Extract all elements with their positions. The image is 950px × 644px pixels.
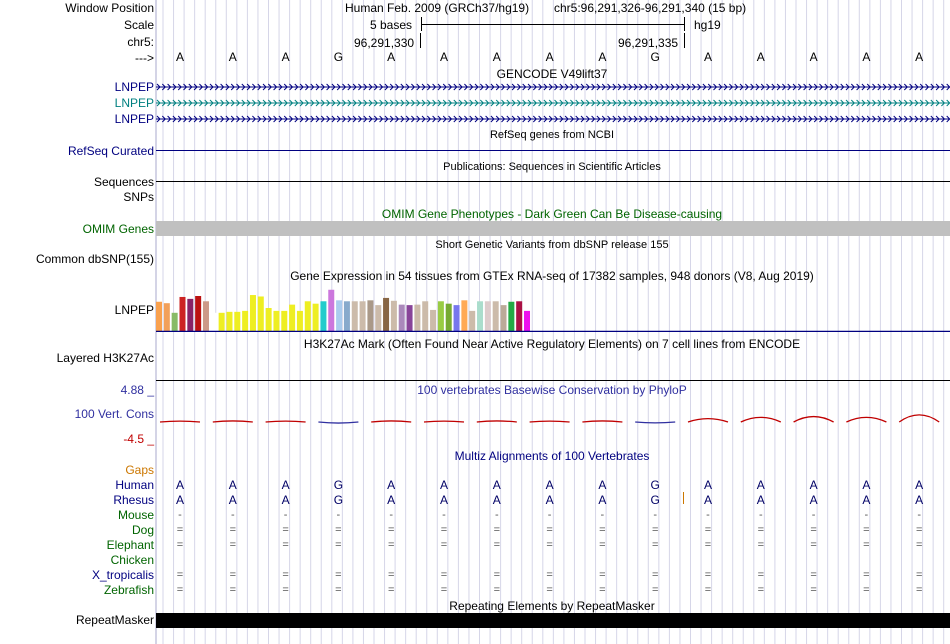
alignment-gap-mark: = — [810, 539, 817, 551]
gtex-tissue-bar[interactable] — [454, 305, 460, 332]
alignment-gap-mark: - — [547, 509, 552, 521]
gtex-tissue-bar[interactable] — [242, 311, 248, 332]
base-letter: A — [598, 50, 607, 64]
phylop-min: -4.5 _ — [123, 432, 154, 446]
aligned-base: A — [281, 478, 290, 492]
alignment-gap-mark: = — [546, 584, 553, 596]
publications-title: Publications: Sequences in Scientific Articles — [443, 161, 661, 173]
gtex-title: Gene Expression in 54 tissues from GTEx RNA-seq of 17382 samples, 948 donors (V8, Aug 2019) — [290, 269, 814, 283]
phylop-score-mark[interactable] — [635, 422, 675, 423]
gtex-tissue-bar[interactable] — [281, 311, 287, 332]
alignment-gap-mark: = — [651, 569, 659, 581]
alignment-gap-mark: = — [493, 524, 501, 536]
alignment-gap-mark: = — [863, 539, 870, 551]
gtex-tissue-bar[interactable] — [399, 305, 405, 332]
alignment-gap-mark: = — [599, 539, 606, 551]
alignment-gap-mark: = — [651, 584, 659, 596]
alignment-gap-mark: = — [282, 584, 289, 596]
alignment-gap-mark: = — [915, 584, 923, 596]
refseq-title: RefSeq genes from NCBI — [489, 129, 615, 141]
aligned-base: A — [175, 478, 185, 492]
phylop-score-mark[interactable] — [266, 421, 306, 422]
gtex-tissue-bar[interactable] — [430, 310, 436, 332]
alignment-gap-mark: = — [599, 584, 606, 596]
alignment-gap-mark: - — [178, 509, 182, 521]
species-label[interactable]: Chicken — [110, 553, 154, 567]
multiz-title: Multiz Alignments of 100 Vertebrates — [454, 449, 650, 463]
aligned-base: A — [281, 493, 290, 507]
alignment-gap-mark: = — [335, 539, 342, 551]
phylop-title: 100 vertebrates Basewise Conservation by PhyloP — [417, 383, 687, 397]
aligned-base: A — [545, 493, 554, 507]
phylop-score-mark[interactable] — [530, 421, 570, 422]
base-letter: A — [756, 50, 765, 64]
scale-bar-left-tick — [421, 17, 422, 31]
alignment-gap-mark: = — [546, 539, 553, 551]
species-label[interactable]: Zebrafish — [103, 583, 154, 597]
alignment-gap-mark: = — [440, 539, 448, 551]
base-letter: A — [703, 50, 713, 64]
alignment-gap-mark: = — [810, 569, 817, 581]
alignment-gap-mark: = — [176, 584, 184, 596]
phylop-max: 4.88 _ — [120, 383, 154, 397]
repeatmasker-title: Repeating Elements by RepeatMasker — [449, 599, 655, 613]
phylop-score-mark[interactable] — [794, 417, 834, 422]
aligned-base: A — [703, 493, 713, 507]
alignment-gap-mark: = — [282, 539, 289, 551]
gtex-tissue-bar[interactable] — [305, 301, 311, 332]
position-text[interactable]: chr5:96,291,326-96,291,340 (15 bp) — [554, 1, 747, 15]
gtex-tissue-bar[interactable] — [344, 301, 350, 332]
h3k27ac-label[interactable]: Layered H3K27Ac — [56, 351, 154, 365]
alignment-gap-mark: = — [863, 569, 870, 581]
gtex-tissue-bar[interactable] — [461, 300, 467, 332]
phylop-score-mark[interactable] — [688, 419, 728, 422]
gtex-tissue-bar[interactable] — [250, 295, 256, 332]
aligned-base: A — [387, 493, 396, 507]
aligned-base: A — [703, 478, 713, 492]
alignment-gap-mark: = — [387, 569, 395, 581]
aligned-base: A — [492, 478, 501, 492]
aligned-base: A — [228, 478, 237, 492]
aligned-base: A — [387, 478, 396, 492]
alignment-gap-mark: = — [176, 569, 184, 581]
phylop-plot[interactable] — [156, 400, 950, 440]
omim-title: OMIM Gene Phenotypes - Dark Green Can Be Disease-causing — [381, 207, 723, 221]
gtex-tissue-bar[interactable] — [289, 305, 295, 332]
alignment-gap-mark: = — [915, 524, 923, 536]
assembly-title: Human Feb. 2009 (GRCh37/hg19) — [345, 1, 530, 15]
aligned-base: A — [915, 478, 924, 492]
window-position-label: Window Position — [65, 1, 154, 15]
alignment-gap-mark: - — [230, 509, 235, 521]
gencode-gene-lines[interactable] — [156, 80, 950, 128]
phylop-score-mark[interactable] — [477, 421, 517, 422]
alignment-gap-mark: = — [599, 569, 606, 581]
gtex-tissue-bar[interactable] — [234, 312, 240, 332]
alignment-gap-mark: - — [706, 509, 710, 521]
alignment-gap-mark: = — [493, 569, 501, 581]
alignment-gap-mark: - — [283, 509, 288, 521]
gtex-tissue-bar[interactable] — [156, 302, 162, 332]
alignment-gap-mark: - — [864, 509, 869, 521]
alignment-gap-mark: = — [810, 584, 817, 596]
gtex-tissue-bar[interactable] — [195, 296, 201, 332]
gtex-tissue-bar[interactable] — [438, 301, 444, 332]
gtex-tissue-bar[interactable] — [469, 311, 475, 332]
aligned-base: G — [333, 493, 344, 507]
gtex-tissue-bar[interactable] — [485, 301, 491, 332]
alignment-gap-mark: = — [335, 524, 342, 536]
gtex-tissue-bar[interactable] — [211, 313, 217, 332]
aligned-base: A — [862, 478, 871, 492]
gtex-tissue-bar[interactable] — [328, 290, 334, 332]
scale-bar-right-tick — [684, 17, 685, 31]
gtex-tissue-bar[interactable] — [446, 304, 452, 332]
alignment-gap-mark: = — [387, 539, 395, 551]
aligned-base: G — [333, 478, 344, 492]
gaps-label[interactable]: Gaps — [125, 463, 154, 477]
gtex-tissue-bar[interactable] — [477, 301, 483, 332]
aligned-base: A — [756, 478, 765, 492]
gencode-title: GENCODE V49lift37 — [496, 67, 608, 81]
species-label[interactable]: Rhesus — [113, 493, 154, 507]
phylop-score-mark[interactable] — [424, 421, 464, 422]
alignment-gap-mark: = — [757, 584, 765, 596]
scale-label: Scale — [123, 18, 154, 32]
alignment-gap-mark: = — [229, 569, 237, 581]
alignment-gap-mark: = — [440, 584, 448, 596]
gtex-tissue-bar[interactable] — [320, 301, 326, 332]
aligned-base: A — [756, 493, 765, 507]
base-letter: A — [862, 50, 871, 64]
alignment-gap-mark: - — [494, 509, 499, 521]
aligned-base: A — [175, 493, 185, 507]
chrom-label: chr5: — [127, 35, 154, 49]
aligned-base: A — [598, 493, 607, 507]
alignment-gap-mark: - — [336, 509, 341, 521]
h3k27ac-baseline — [156, 380, 950, 381]
omim-gray-bar[interactable] — [156, 221, 950, 236]
gtex-tissue-bar[interactable] — [226, 312, 232, 332]
alignment-gap-mark: = — [387, 524, 395, 536]
gtex-tissue-bar[interactable] — [164, 303, 170, 332]
gtex-tissue-bar[interactable] — [352, 301, 358, 332]
coord-right-tick — [684, 33, 685, 48]
aligned-base: A — [492, 493, 501, 507]
gtex-tissue-bar[interactable] — [297, 311, 303, 332]
gtex-bar-chart[interactable] — [156, 284, 950, 332]
aligned-base: A — [915, 493, 924, 507]
snps-label[interactable]: SNPs — [123, 190, 154, 204]
alignment-gap-mark: - — [389, 509, 394, 521]
alignment-gap-mark: = — [387, 584, 395, 596]
gtex-tissue-bar[interactable] — [501, 305, 507, 332]
gtex-tissue-bar[interactable] — [516, 301, 522, 332]
gtex-tissue-bar[interactable] — [266, 308, 272, 332]
aligned-base: A — [545, 478, 554, 492]
alignment-gap-mark: = — [493, 584, 501, 596]
scale-text: 5 bases — [370, 18, 413, 32]
refseq-line[interactable] — [156, 150, 950, 151]
coord-left: 96,291,330 — [354, 36, 415, 50]
coord-right: 96,291,335 — [618, 36, 679, 50]
gtex-tissue-bar[interactable] — [187, 299, 193, 332]
alignment-gap-mark: = — [704, 524, 712, 536]
alignment-gap-mark: = — [335, 569, 342, 581]
gtex-tissue-bar[interactable] — [179, 297, 185, 332]
gtex-label[interactable]: LNPEP — [114, 303, 154, 317]
alignment-gap-mark: = — [335, 584, 342, 596]
publications-label[interactable]: Sequences — [93, 175, 154, 189]
species-label[interactable]: X_tropicalis — [91, 568, 154, 582]
alignment-gap-mark: = — [757, 524, 765, 536]
base-letter: A — [387, 50, 396, 64]
gtex-tissue-bar[interactable] — [422, 301, 428, 332]
alignment-gap-mark: = — [757, 569, 765, 581]
phylop-score-mark[interactable] — [899, 415, 939, 422]
publications-line[interactable] — [156, 181, 950, 182]
repeatmasker-label[interactable]: RepeatMasker — [75, 613, 154, 627]
base-letter: G — [650, 50, 660, 64]
aligned-base: A — [228, 493, 237, 507]
repeatmasker-bar[interactable] — [156, 613, 950, 628]
alignment-gap-mark: = — [229, 539, 237, 551]
gtex-tissue-bar[interactable] — [172, 313, 178, 332]
gtex-tissue-bar[interactable] — [258, 296, 264, 332]
alignment-gap-mark: = — [282, 569, 289, 581]
species-label[interactable]: Dog — [131, 523, 154, 537]
gtex-tissue-bar[interactable] — [375, 305, 381, 332]
alignment-gap-mark: = — [229, 584, 237, 596]
alignment-gap-mark: = — [546, 524, 553, 536]
gtex-tissue-bar[interactable] — [273, 311, 279, 332]
alignment-gap-mark: = — [863, 524, 870, 536]
base-letter: A — [439, 50, 449, 64]
alignment-gap-mark: - — [917, 509, 922, 521]
gtex-tissue-bar[interactable] — [407, 305, 413, 332]
gtex-tissue-bar[interactable] — [383, 298, 389, 332]
gtex-tissue-bar[interactable] — [219, 313, 225, 332]
gencode-label-1[interactable]: LNPEP — [114, 80, 154, 94]
gencode-label-3[interactable]: LNPEP — [114, 112, 154, 126]
gap-marker — [683, 492, 684, 504]
aligned-base: G — [650, 493, 660, 507]
gtex-tissue-bar[interactable] — [367, 300, 373, 332]
alignment-gap-mark: = — [176, 524, 184, 536]
alignment-gap-mark: - — [442, 509, 446, 521]
gtex-tissue-bar[interactable] — [414, 305, 420, 332]
alignment-gap-mark: = — [757, 539, 765, 551]
aligned-base: A — [598, 478, 607, 492]
species-label[interactable]: Human — [115, 478, 154, 492]
gencode-label-2[interactable]: LNPEP — [114, 96, 154, 110]
h3k27ac-title: H3K27Ac Mark (Often Found Near Active Regulatory Elements) on 7 cell lines from ENCODE — [303, 337, 801, 351]
alignment-gap-mark: - — [811, 509, 816, 521]
gtex-tissue-bar[interactable] — [336, 300, 342, 332]
phylop-score-mark[interactable] — [160, 421, 200, 422]
omim-label[interactable]: OMIM Genes — [82, 222, 154, 236]
alignment-gap-mark: = — [229, 524, 237, 536]
alignment-gap-mark: - — [758, 509, 763, 521]
base-letter: A — [281, 50, 290, 64]
dbsnp-label[interactable]: Common dbSNP(155) — [35, 252, 154, 266]
gtex-tissue-bar[interactable] — [360, 301, 366, 332]
alignment-gap-mark: = — [810, 524, 817, 536]
gtex-tissue-bar[interactable] — [391, 301, 397, 332]
alignment-gap-mark: = — [704, 584, 712, 596]
species-label[interactable]: Elephant — [106, 538, 154, 552]
aligned-base: A — [439, 478, 449, 492]
base-letter: A — [228, 50, 237, 64]
base-letter: A — [545, 50, 554, 64]
phylop-score-mark[interactable] — [318, 422, 358, 423]
strand-label: ---> — [135, 51, 154, 65]
base-letter: A — [809, 50, 818, 64]
alignment-gap-mark: = — [704, 539, 712, 551]
aligned-base: A — [809, 478, 818, 492]
alignment-gap-mark: = — [704, 569, 712, 581]
refseq-label[interactable]: RefSeq Curated — [67, 144, 154, 158]
gtex-tissue-bar[interactable] — [203, 301, 209, 332]
gtex-tissue-bar[interactable] — [313, 304, 319, 332]
alignment-gap-mark: = — [440, 569, 448, 581]
dbsnp-title: Short Genetic Variants from dbSNP release 155 — [435, 239, 669, 251]
base-letter: A — [492, 50, 501, 64]
alignment-gap-mark: = — [651, 539, 659, 551]
base-letter: A — [915, 50, 924, 64]
gtex-tissue-bar[interactable] — [493, 301, 499, 332]
phylop-score-mark[interactable] — [846, 417, 886, 422]
base-letter: A — [175, 50, 185, 64]
alignment-gap-mark: = — [651, 524, 659, 536]
phylop-score-mark[interactable] — [741, 417, 781, 422]
alignment-gap-mark: = — [915, 539, 923, 551]
aligned-base: A — [862, 493, 871, 507]
gtex-tissue-bar[interactable] — [508, 302, 514, 332]
phylop-score-mark[interactable] — [582, 421, 622, 422]
phylop-score-mark[interactable] — [213, 421, 253, 422]
species-label[interactable]: Mouse — [117, 508, 154, 522]
alignment-gap-mark: = — [599, 524, 606, 536]
aligned-base: G — [650, 478, 660, 492]
alignment-gap-mark: = — [282, 524, 289, 536]
alignment-gap-mark: - — [600, 509, 605, 521]
alignment-gap-mark: = — [493, 539, 501, 551]
aligned-base: A — [809, 493, 818, 507]
gtex-tissue-bar[interactable] — [524, 311, 530, 332]
alignment-gap-mark: = — [176, 539, 184, 551]
aligned-base: A — [439, 493, 449, 507]
alignment-gap-mark: = — [863, 584, 870, 596]
alignment-gap-mark: = — [915, 569, 923, 581]
alignment-gap-mark: = — [546, 569, 553, 581]
scale-db: hg19 — [694, 18, 721, 32]
coord-left-tick — [420, 33, 421, 48]
alignment-gap-mark: - — [653, 509, 658, 521]
scale-bar — [421, 24, 684, 25]
phylop-label[interactable]: 100 Vert. Cons — [74, 407, 154, 421]
alignment-gap-mark: = — [440, 524, 448, 536]
phylop-score-mark[interactable] — [371, 421, 411, 422]
base-letter: G — [333, 50, 344, 64]
